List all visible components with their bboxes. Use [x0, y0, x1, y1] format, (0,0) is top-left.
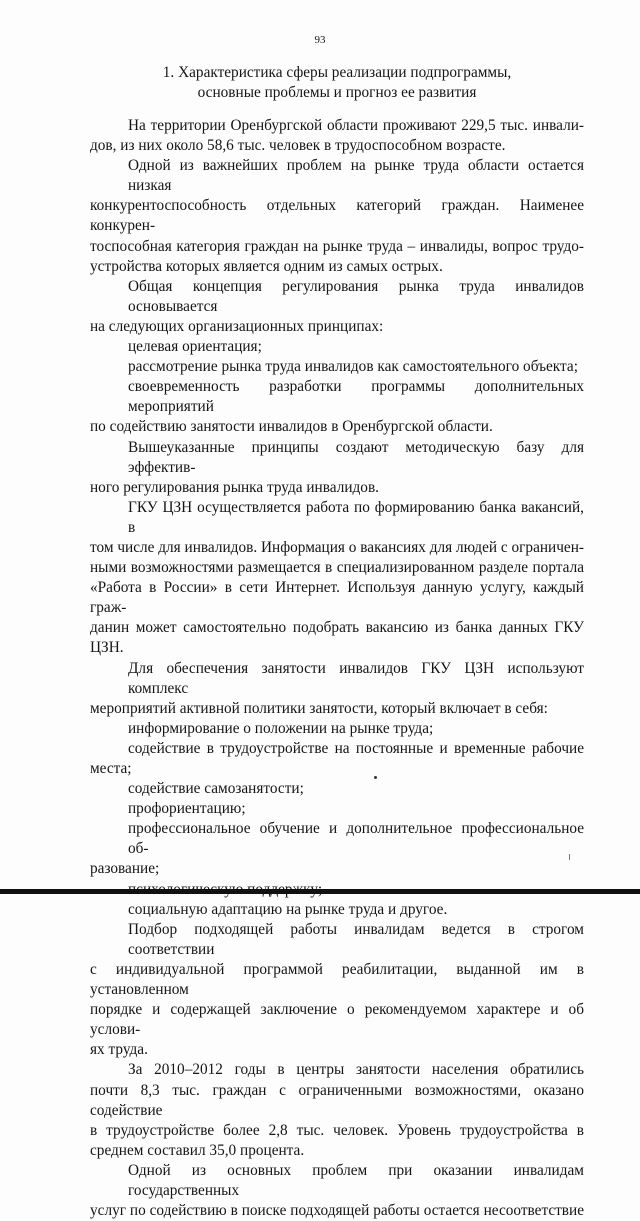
scan-mark	[569, 854, 570, 860]
section-heading-line: 1. Характеристика сферы реализации подпрограммы,	[162, 64, 512, 81]
text-line: целевая ориентация;	[128, 338, 262, 356]
text-line: дов, из них около 58,6 тыс. человек в трудоспособном возрасте.	[90, 137, 506, 155]
text-line: почти 8,3 тыс. граждан с ограниченными возможностями, оказано содействие	[90, 1081, 584, 1119]
text-line: Вышеуказанные принципы создают методическую базу для эффектив-	[128, 438, 584, 476]
text-line: информирование о положении на рынке труда;	[128, 719, 434, 737]
text-line: ного регулирования рынка труда инвалидов.	[90, 478, 379, 496]
text-line: тоспособная категория граждан на рынке труда – инвалиды, вопрос трудо-	[90, 237, 584, 255]
text-line: За 2010–2012 годы в центры занятости населения обратились	[128, 1061, 584, 1079]
text-line: Для обеспечения занятости инвалидов ГКУ ЦЗН используют комплекс	[128, 659, 584, 697]
text-line: Подбор подходящей работы инвалидам ведется в строгом соответствии	[128, 920, 584, 958]
text-line: ными возможностями размещается в специализированном разделе портала	[90, 559, 584, 577]
text-line: услуг по содействию в поиске подходящей работы остается несоответствие	[90, 1202, 584, 1220]
page-bottom-edge	[0, 889, 640, 894]
text-line: разование;	[90, 860, 160, 878]
text-line: в трудоустройстве более 2,8 тыс. человек. Уровень трудоустройства в	[90, 1121, 584, 1139]
text-line: На территории Оренбургской области проживают 229,5 тыс. инвали-	[128, 117, 584, 134]
text-line: по содействию занятости инвалидов в Оренбургской области.	[90, 418, 493, 436]
text-line: среднем составил 35,0 процента.	[90, 1141, 305, 1159]
text-line: мероприятий активной политики занятости, который включает в себя:	[90, 699, 548, 717]
text-line: Общая концепция регулирования рынка труда инвалидов основывается	[128, 277, 584, 315]
text-line: Одной из важнейших проблем на рынке труда области остается низкая	[128, 157, 584, 195]
text-line: на следующих организационных принципах:	[90, 317, 384, 335]
text-line: содействие в трудоустройстве на постоянные и временные рабочие	[128, 739, 584, 757]
text-line: «Работа в России» в сети Интернет. Используя данную услугу, каждый граж-	[90, 579, 584, 617]
page-number: 93	[314, 34, 326, 46]
text-line: содействие самозанятости;	[128, 780, 304, 798]
text-line: ях труда.	[90, 1041, 148, 1059]
text-line: ГКУ ЦЗН осуществляется работа по формированию банка вакансий, в	[128, 498, 584, 536]
text-line: места;	[90, 760, 132, 777]
text-line: профориентацию;	[128, 800, 246, 818]
text-line: Одной из основных проблем при оказании инвалидам государственных	[128, 1161, 584, 1199]
text-line: профессиональное обучение и дополнительное профессиональное об-	[128, 820, 584, 858]
text-line: с индивидуальной программой реабилитации, выданной им в установленном	[90, 960, 584, 999]
body-text	[90, 116, 584, 1221]
text-line: том числе для инвалидов. Информация о вакансиях для людей с ограничен-	[90, 538, 584, 556]
text-line: социальную адаптацию на рынке труда и другое.	[128, 900, 448, 918]
scan-speck	[374, 776, 377, 779]
section-heading	[90, 63, 584, 103]
text-line: порядке и содержащей заключение о рекомендуемом характере и об услови-	[90, 1001, 584, 1039]
section-heading-line: основные проблемы и прогноз ее развития	[197, 84, 477, 101]
text-line: своевременность разработки программы дополнительных мероприятий	[128, 378, 584, 416]
text-line: рассмотрение рынка труда инвалидов как самостоятельного объекта;	[128, 358, 578, 376]
text-line: данин может самостоятельно подобрать вакансию из банка данных ГКУ	[90, 619, 584, 637]
text-line: устройства которых является одним из самых острых.	[90, 257, 443, 275]
text-line: ЦЗН.	[90, 639, 124, 657]
text-line: конкурентоспособность отдельных категорий граждан. Наименее конкурен-	[90, 197, 584, 235]
